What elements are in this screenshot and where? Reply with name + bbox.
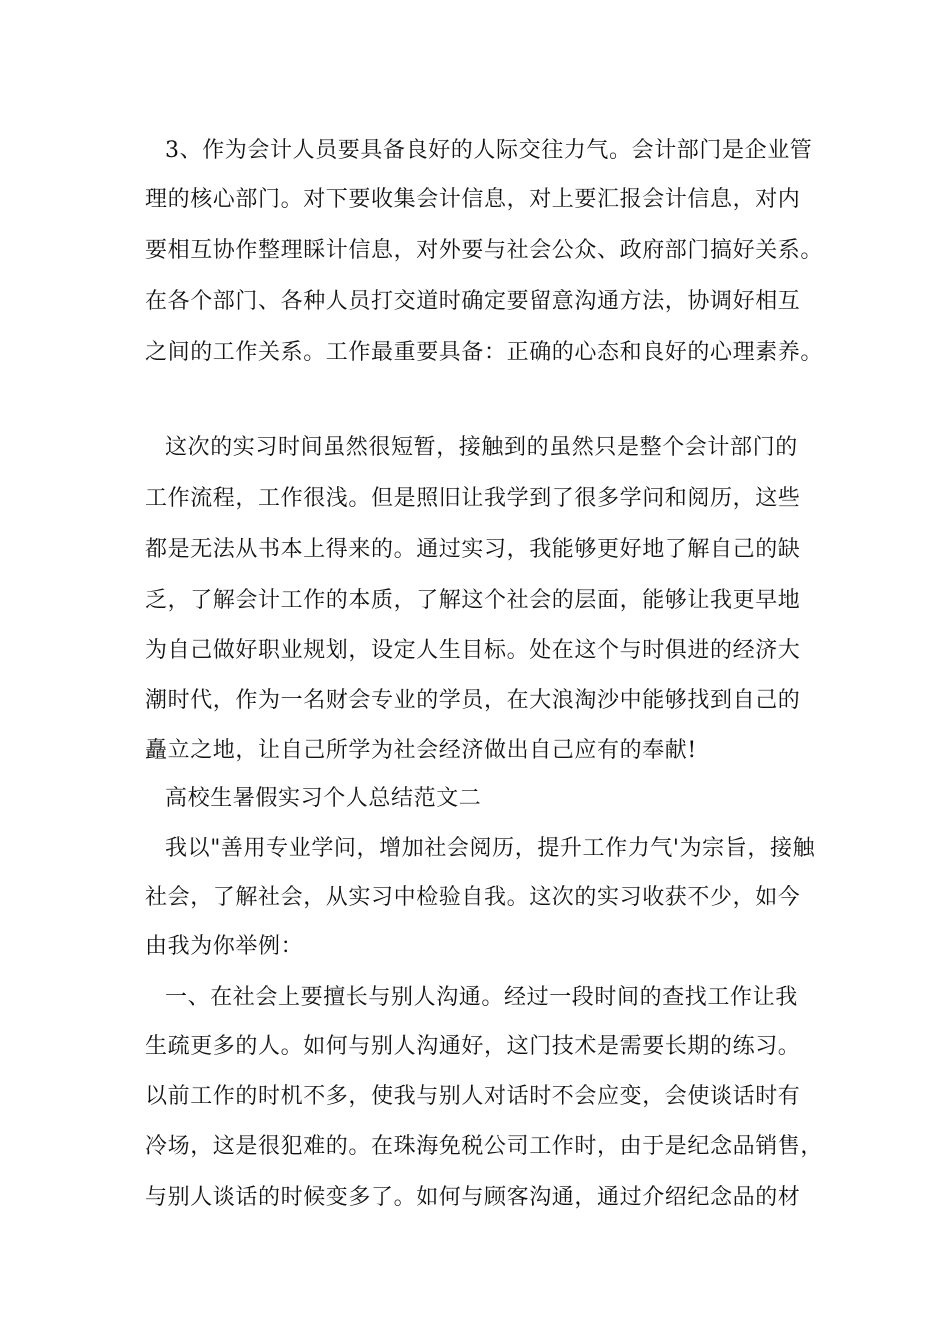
paragraph-2-line-3: 都是无法从书本上得来的。通过实习，我能够更好地了解自己的缺 xyxy=(145,537,801,562)
paragraph-1-line-4: 在各个部门、各种人员打交道时确定要留意沟通方法，协调好相互 xyxy=(145,289,801,314)
paragraph-2-line-7: 矗立之地，让自己所学为社会经济做出自己应有的奉献! xyxy=(145,738,697,763)
paragraph-1-line-5: 之间的工作关系。工作最重要具备：正确的心态和良好的心理素养。 xyxy=(145,340,824,365)
paragraph-4-line-3: 以前工作的时机不多，使我与别人对话时不会应变，会使谈话时有 xyxy=(145,1084,801,1109)
paragraph-3-line-2: 社会，了解社会，从实习中检验自我。这次的实习收获不少，如今 xyxy=(145,885,801,910)
paragraph-1-line-2: 理的核心部门。对下要收集会计信息，对上要汇报会计信息，对内 xyxy=(145,187,801,212)
paragraph-3-line-1: 我以"善用专业学问，增加社会阅历，提升工作力气'为宗旨，接触 xyxy=(165,836,816,861)
paragraph-4-line-2: 生疏更多的人。如何与别人沟通好，这门技术是需要长期的练习。 xyxy=(145,1034,801,1059)
paragraph-1-line-3: 要相互协作整理睬计信息，对外要与社会公众、政府部门搞好关系。 xyxy=(145,238,824,263)
paragraph-2-line-6: 潮时代，作为一名财会专业的学员，在大浪淘沙中能够找到自己的 xyxy=(145,688,801,713)
paragraph-2-line-1: 这次的实习时间虽然很短暂，接触到的虽然只是整个会计部门的 xyxy=(165,435,798,460)
section-heading: 高校生暑假实习个人总结范文二 xyxy=(165,786,482,811)
paragraph-4-line-1: 一、在社会上要擅长与别人沟通。经过一段时间的查找工作让我 xyxy=(165,985,798,1010)
paragraph-3-line-3: 由我为你举例： xyxy=(145,934,304,959)
paragraph-1-line-1: 3、作为会计人员要具备良好的人际交往力气。会计部门是企业管 xyxy=(165,138,813,163)
paragraph-2-line-4: 乏，了解会计工作的本质，了解这个社会的层面，能够让我更早地 xyxy=(145,588,801,613)
paragraph-2-line-2: 工作流程，工作很浅。但是照旧让我学到了很多学问和阅历，这些 xyxy=(145,486,801,511)
paragraph-4-line-5: 与别人谈话的时候变多了。如何与顾客沟通，通过介绍纪念品的材 xyxy=(145,1185,801,1210)
paragraph-4-line-4: 冷场，这是很犯难的。在珠海免税公司工作时，由于是纪念品销售， xyxy=(145,1134,824,1159)
paragraph-2-line-5: 为自己做好职业规划，设定人生目标。处在这个与时俱进的经济大 xyxy=(145,638,801,663)
